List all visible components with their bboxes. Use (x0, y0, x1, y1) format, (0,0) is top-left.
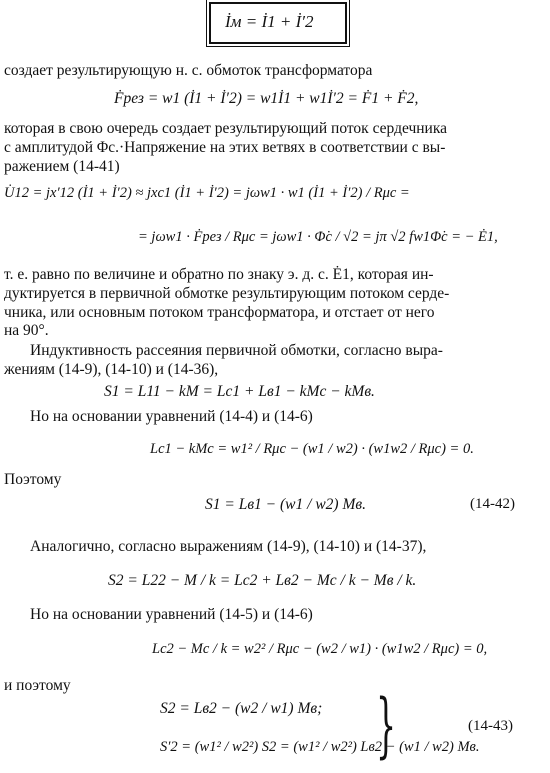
paragraph-line: и поэтому (4, 677, 71, 694)
paragraph-line: чника, или основным потоком трансформатора, и отстает от него (4, 304, 435, 321)
paragraph-line: Но на основании уравнений (14-5) и (14-6) (30, 606, 313, 623)
paragraph-line: жениям (14-9), (14-10) и (14-36), (4, 361, 219, 378)
equation-voltage-u12-line2: = jωw1 · Ḟрез / Rμс = jωw1 · Φ̇с / √2 = jπ √2 fw1Φ̇с = − Ė1, (138, 229, 498, 245)
equation-number: (14-42) (470, 496, 515, 512)
paragraph-line: т. е. равно по величине и обратно по знаку э. д. с. Ė1, которая ин- (4, 266, 434, 283)
paragraph-line: Но на основании уравнений (14-4) и (14-6) (30, 408, 313, 425)
equation-s2-prime: S′2 = (w1² / w2²) S2 = (w1² / w2²) Lв2 − (w1 / w2) Mв. (160, 739, 480, 755)
equation-s2: S2 = L22 − M / k = Lс2 + Lв2 − Mс / k − Mв / k. (108, 572, 417, 589)
right-brace: } (376, 684, 397, 766)
equation-magnetizing-current: İм = İ1 + İ′2 (225, 12, 314, 31)
paragraph-line: Аналогично, согласно выражениям (14-9), (14-10) и (14-37), (30, 538, 427, 555)
equation-lc2: Lс2 − Mс / k = w2² / Rμс − (w2 / w1) · (w1w2 / Rμс) = 0, (152, 641, 488, 657)
paragraph-line: Индуктивность рассеяния первичной обмотки, согласно выра- (30, 342, 443, 359)
paragraph-line: на 90°. (4, 322, 49, 339)
equation-voltage-u12-line1: U̇12 = jx′12 (İ1 + İ′2) ≈ jxс1 (İ1 + İ′2) = jωw1 · w1 (İ1 + İ′2) / Rμс = (4, 185, 410, 201)
paragraph-line: ражением (14-41) (4, 158, 120, 175)
equation-s1-final: S1 = Lв1 − (w1 / w2) Mв. (205, 496, 366, 513)
paragraph-line: дуктируется в первичной обмотке результирующим потоком серде- (4, 285, 450, 302)
equation-resultant-mmf: Ḟрез = w1 (İ1 + İ′2) = w1İ1 + w1İ′2 = Ḟ1 + Ḟ2, (114, 90, 419, 107)
paragraph-line: которая в свою очередь создает результирующий поток сердечника (4, 120, 448, 137)
paragraph-line: Поэтому (4, 471, 62, 488)
equation-s2-final: S2 = Lв2 − (w2 / w1) Mв; (160, 700, 323, 717)
equation-number: (14-43) (468, 718, 513, 734)
paragraph-line: с амплитудой Φс.·Напряжение на этих ветвях в соответствии с вы- (4, 139, 446, 156)
equation-lc1: Lс1 − kMс = w1² / Rμс − (w1 / w2) · (w1w2 / Rμс) = 0. (150, 441, 474, 457)
equation-s1: S1 = L11 − kM = Lс1 + Lв1 − kMс − kMв. (104, 383, 375, 400)
boxed-equation (209, 2, 347, 44)
paragraph-line: создает результирующую н. с. обмоток трансформатора (4, 62, 373, 79)
